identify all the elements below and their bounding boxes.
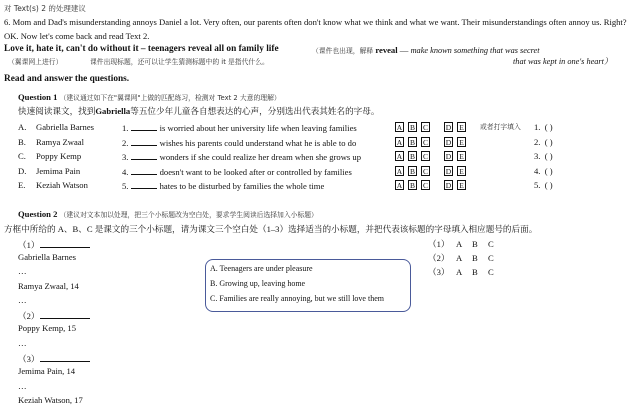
choice-box-a[interactable]: A (396, 181, 403, 190)
name-jemima: Jemima Pain, 14 (18, 366, 76, 376)
answer-row-1 (428, 239, 504, 250)
answer-option-a[interactable]: A (456, 253, 463, 263)
choice-box-a[interactable]: A (396, 152, 403, 161)
choice-box-b[interactable]: B (409, 123, 415, 132)
answer-slot[interactable]: 1. ( ) (534, 122, 553, 132)
ellipsis: … (18, 381, 27, 391)
read-answer-heading: Read and answer the questions. (4, 74, 130, 84)
statement (122, 122, 357, 134)
statement (122, 180, 324, 192)
statement-text: wonders if she could realize her dream when she grows up (159, 152, 362, 162)
answer-option-c[interactable]: C (488, 267, 494, 277)
typing-note: 或者打字填入 (480, 123, 521, 131)
person-name: Jemima Pain (36, 166, 81, 176)
platform-tag: （翼课网上进行） (8, 58, 63, 66)
answer-number: （2） (428, 253, 450, 263)
question-1-header (18, 92, 281, 103)
statement-number: 1. (122, 123, 129, 133)
choice-box-d[interactable]: D (445, 138, 452, 147)
choice-box-b[interactable]: B (409, 152, 415, 161)
ellipsis: … (18, 266, 27, 276)
reveal-definition-cont: that was kept in one's heart） (513, 57, 613, 66)
answer-slot[interactable]: 5. ( ) (534, 180, 553, 190)
choice-box-c[interactable]: C (422, 152, 428, 161)
statement (122, 151, 361, 163)
answer-option-c[interactable]: C (488, 253, 494, 263)
person-letter: A. (18, 122, 27, 132)
choice-box-c[interactable]: C (422, 138, 428, 147)
choice-box-c[interactable]: C (422, 123, 428, 132)
question-1-instruction: 快速阅读课文，找到Gabriella等五位少年儿童各自想表达的心声，分别选出代表其姓名的字母。 (18, 106, 380, 116)
reveal-note: （课件也出现，解释 reveal — make known something that was secret (312, 45, 540, 55)
statement-blank[interactable] (131, 151, 157, 160)
choice-box-b[interactable]: B (409, 138, 415, 147)
person-letter: E. (18, 180, 26, 190)
answer-number: （1） (428, 239, 450, 249)
text-headline: Love it, hate it, can't do without it – teenagers reveal all on family life (4, 44, 279, 54)
answer-option-b[interactable]: B (472, 239, 478, 249)
choice-box-d[interactable]: D (445, 152, 452, 161)
person-letter: C. (18, 151, 26, 161)
answer-number: （3） (428, 267, 450, 277)
headline-note: 课件出现标题，还可以让学生猜测标题中的 it 是指代什么。 (90, 58, 269, 66)
statement-blank[interactable] (131, 180, 157, 189)
choice-box-d[interactable]: D (445, 167, 452, 176)
statement-blank[interactable] (131, 137, 157, 146)
answer-slot[interactable]: 2. ( ) (534, 137, 553, 147)
choice-box-d[interactable]: D (445, 181, 452, 190)
statement-number: 3. (122, 152, 129, 162)
choice-boxes (395, 180, 470, 191)
heading-option-b[interactable]: B. Growing up, leaving home (210, 279, 306, 288)
ellipsis: … (18, 295, 27, 305)
choice-box-b[interactable]: B (409, 181, 415, 190)
question-1-title: Question 1 (18, 92, 58, 102)
choice-box-e[interactable]: E (457, 180, 466, 190)
statement-blank[interactable] (131, 122, 157, 131)
choice-boxes (395, 166, 470, 177)
question-1-note: （建议通过如下在"翼课网"上做的匹配练习，检测对 Text 2 大意的理解） (59, 94, 281, 102)
answer-slot[interactable]: 3. ( ) (534, 151, 553, 161)
item-6-line-2: OK. Now let's come back and read Text 2. (4, 31, 150, 41)
statement-text: wishes his parents could understand what he is able to do (159, 138, 357, 148)
choice-box-d[interactable]: D (445, 123, 452, 132)
section-title: 对 Text(s) 2 的处理建议 (4, 4, 86, 13)
statement (122, 137, 356, 149)
answer-row-2 (428, 253, 504, 264)
name-keziah: Keziah Watson, 17 (18, 395, 83, 405)
answer-option-c[interactable]: C (488, 239, 494, 249)
person-name: Poppy Kemp (36, 151, 82, 161)
statement-text: hates to be disturbed by families the whole time (159, 181, 325, 191)
answer-option-a[interactable]: A (456, 239, 463, 249)
item-text: Mom and Dad's misunderstanding annoys Daniel a lot. Very often, our parents often don't know what we think and what we want. Their misunderstandings often annoy us. Right? (12, 17, 627, 27)
statement-number: 5. (122, 181, 129, 191)
choice-boxes (395, 151, 470, 162)
item-number: 6. (4, 17, 11, 27)
statement-text: doesn't want to be looked after or controlled by families (159, 167, 352, 177)
name-gabriella: Gabriella Barnes (18, 252, 76, 262)
question-2-note: （建议对文本加以处理，把三个小标题改为空白处，要求学生阅读后选择加入小标题） (59, 211, 318, 219)
ellipsis: … (18, 338, 27, 348)
person-name: Ramya Zwaal (36, 137, 84, 147)
person-letter: D. (18, 166, 27, 176)
choice-boxes (395, 122, 470, 133)
answer-option-b[interactable]: B (472, 253, 478, 263)
choice-box-b[interactable]: B (409, 167, 415, 176)
statement-text: is worried about her university life when leaving families (159, 123, 357, 133)
choice-box-a[interactable]: A (396, 123, 403, 132)
blank-2[interactable]: （2） (18, 309, 90, 322)
statement-blank[interactable] (131, 166, 157, 175)
person-name: Gabriella Barnes (36, 122, 94, 132)
answer-slot[interactable]: 4. ( ) (534, 166, 553, 176)
statement (122, 166, 352, 178)
statement-number: 2. (122, 138, 129, 148)
heading-option-a[interactable]: A. Teenagers are under pleasure (210, 264, 313, 273)
blank-1[interactable]: （1） (18, 238, 90, 251)
answer-option-b[interactable]: B (472, 267, 478, 277)
choice-box-a[interactable]: A (396, 138, 403, 147)
heading-option-c[interactable]: C. Families are really annoying, but we still love them (210, 294, 384, 303)
item-6-line-1 (4, 17, 627, 28)
name-ramya: Ramya Zwaal, 14 (18, 281, 79, 291)
choice-box-c[interactable]: C (422, 181, 428, 190)
answer-row-3 (428, 267, 504, 278)
choice-box-e[interactable]: E (457, 151, 466, 161)
question-2-instruction: 方框中所给的 A、B、C 是课文的三个小标题，请为课文三个空白处（1–3）选择适当的小标题，并把代表该标题的字母填入相应题号的后面。 (4, 224, 538, 234)
question-2-header (18, 209, 318, 220)
person-name: Keziah Watson (36, 180, 88, 190)
choice-box-c[interactable]: C (422, 167, 428, 176)
blank-3[interactable]: （3） (18, 352, 90, 365)
person-letter: B. (18, 137, 26, 147)
choice-box-e[interactable]: E (457, 137, 466, 147)
name-poppy: Poppy Kemp, 15 (18, 323, 77, 333)
choice-box-a[interactable]: A (396, 167, 403, 176)
choice-box-e[interactable]: E (457, 122, 466, 132)
question-2-title: Question 2 (18, 209, 58, 219)
choice-box-e[interactable]: E (457, 166, 466, 176)
answer-option-a[interactable]: A (456, 267, 463, 277)
statement-number: 4. (122, 167, 129, 177)
choice-boxes (395, 137, 470, 148)
